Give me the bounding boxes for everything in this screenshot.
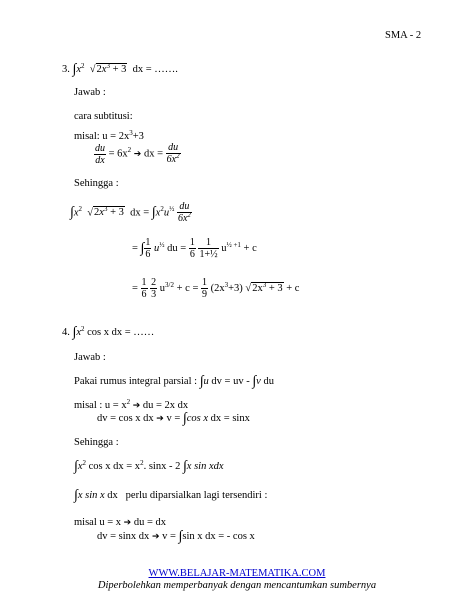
- problem-3-step2: = ∫ $\frac{1}{6}$ $u^{\frac{1}{2}}$ du = $\frac{1}{6}$ $\frac{1}{\text{1+½}}$ $u^{\frac{1}{2} +1} + c$: [132, 237, 257, 260]
- problem-3-sehingga: Sehingga :: [74, 178, 119, 189]
- problem-3-step1: $\int x^2$ $√2x^3 + 3$ dx = $\int x^2u^{\frac{1}{2}}$ $\frac{du}{6x^2}$: [70, 201, 191, 224]
- problem-4-rule: Pakai rumus integral parsial : ∫u dv = uv - ∫v du: [74, 374, 274, 389]
- problem-4-dv1: dv = cos x dx ➔ v = ∫cos x dx = sinx: [97, 411, 250, 426]
- page-label: SMA - 2: [385, 30, 422, 41]
- problem-4-misal2: misal u = x ➔ du = dx: [74, 517, 167, 528]
- problem-3-question: 3. $\int x^2$ $√2x^3 + 3$ dx = …….: [62, 62, 178, 77]
- problem-4-step1: $\int x^2$ cos x dx = $x^2$. sinx - 2 ∫x sin xdx: [74, 459, 224, 474]
- problem-4-misal1: misal : $u = x^2$ ➔ du = 2x dx: [74, 398, 189, 411]
- problem-4-jawab: Jawab :: [74, 352, 106, 363]
- footer-note: Diperbolehkan memperbanyak dengan mencantumkan sumbernya: [97, 580, 377, 591]
- problem-4-question: 4. $\int x^2$ cos x dx = ……: [62, 325, 155, 340]
- problem-4-dv2: dv = sinx dx ➔ v = ∫sin x dx = - cos x: [97, 529, 255, 544]
- problem-3-method: cara subtitusi:: [74, 111, 133, 122]
- footer-website-link[interactable]: WWW.BELAJAR-MATEMATIKA.COM: [148, 568, 326, 579]
- problem-4-sehingga: Sehingga :: [74, 437, 119, 448]
- problem-3-misal: misal: $u = 2x^3+3$: [74, 129, 144, 142]
- problem-3-derivative: $\frac{du}{dx}$ = $6x^2$ ➔ dx = $\frac{du}{6x^2}$: [95, 142, 180, 166]
- problem-3-step3: = $\frac{1}{6}$ $\frac{2}{3}$ $u^{3/2} + c$ = $\frac{1}{9}$ $(2x^3+3) √2x^3 + 3 + c$: [132, 277, 300, 300]
- problem-4-step2: ∫x sin x dx perlu diparsialkan lagi tersendiri :: [74, 488, 268, 503]
- problem-3-jawab: Jawab :: [74, 87, 106, 98]
